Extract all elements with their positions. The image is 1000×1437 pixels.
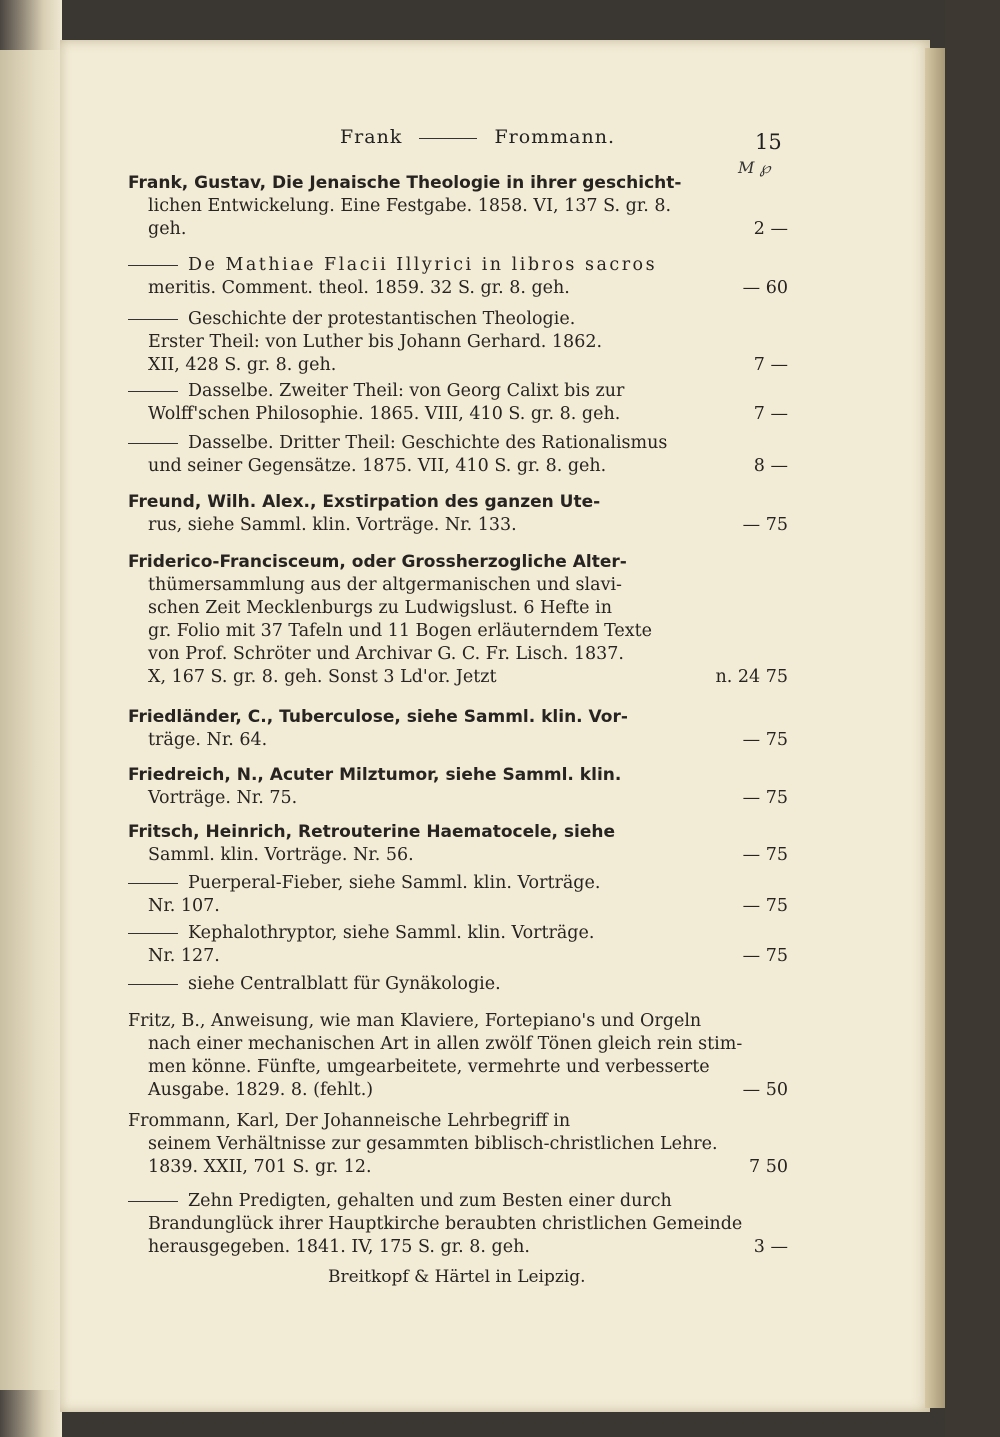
entry-line-text: herausgegeben. 1841. IV, 175 S. gr. 8. geh. bbox=[148, 1237, 530, 1257]
entry-line bbox=[128, 172, 788, 195]
entry-line-text: seinem Verhältnisse zur gesammten biblisch-christlichen Lehre. bbox=[148, 1134, 718, 1154]
entry-predigten bbox=[128, 1190, 788, 1259]
entry-line bbox=[128, 1056, 788, 1079]
entry-line-text: Fritsch, Heinrich, Retrouterine Haematocele, siehe bbox=[128, 822, 615, 842]
entry-line bbox=[128, 491, 788, 514]
entry-line-text: Dasselbe. Dritter Theil: Geschichte des Rationalismus bbox=[188, 433, 668, 453]
entry-line-text: Zehn Predigten, gehalten und zum Besten einer durch bbox=[188, 1191, 672, 1211]
entry-line bbox=[128, 1190, 788, 1213]
ditto-dash bbox=[128, 1201, 178, 1202]
entry-line bbox=[128, 973, 788, 996]
ditto-dash bbox=[128, 443, 178, 444]
entry-line bbox=[128, 872, 788, 895]
entry-fritsch bbox=[128, 821, 788, 867]
entry-puerperal bbox=[128, 872, 788, 918]
entry-line-text: Fritz, B., Anweisung, wie man Klaviere, Fortepiano's und Orgeln bbox=[128, 1011, 702, 1031]
price: — 75 bbox=[742, 788, 788, 808]
entry-flacii bbox=[128, 254, 788, 300]
entry-line bbox=[128, 764, 788, 787]
entry-line bbox=[128, 620, 788, 643]
entry-line bbox=[128, 1213, 788, 1236]
ditto-dash bbox=[128, 933, 178, 934]
entry-line bbox=[128, 455, 788, 478]
publisher-footer: Breitkopf & Härtel in Leipzig. bbox=[328, 1267, 586, 1287]
price: n. 24 75 bbox=[715, 667, 788, 687]
entry-line-text: Kephalothryptor, siehe Samml. klin. Vorträge. bbox=[188, 923, 595, 943]
entry-line-text: Nr. 127. bbox=[148, 946, 220, 966]
entry-line-text: schen Zeit Mecklenburgs zu Ludwigslust. 6 Hefte in bbox=[148, 598, 612, 618]
entry-line bbox=[128, 195, 788, 218]
header-right: Frommann. bbox=[494, 126, 616, 148]
price: 2 — bbox=[753, 219, 788, 239]
price: 3 — bbox=[753, 1237, 788, 1257]
entry-line-text: rus, siehe Samml. klin. Vorträge. Nr. 133. bbox=[148, 515, 517, 535]
entry-line bbox=[128, 331, 788, 354]
entry-line bbox=[128, 643, 788, 666]
entry-line bbox=[128, 1079, 788, 1102]
entry-line-text: träge. Nr. 64. bbox=[148, 730, 268, 750]
ditto-dash bbox=[128, 883, 178, 884]
entry-line bbox=[128, 597, 788, 620]
entry-line-text: Vorträge. Nr. 75. bbox=[148, 788, 298, 808]
entry-line bbox=[128, 403, 788, 426]
ditto-dash bbox=[128, 984, 178, 985]
running-header bbox=[340, 126, 615, 148]
price: — 75 bbox=[742, 845, 788, 865]
entry-line-text: nach einer mechanischen Art in allen zwölf Tönen gleich rein stim- bbox=[148, 1034, 743, 1054]
entry-line bbox=[128, 218, 788, 241]
entry-line bbox=[128, 706, 788, 729]
entry-line bbox=[128, 1236, 788, 1259]
entry-line-text: De Mathiae Flacii Illyrici in libros sacros bbox=[188, 255, 658, 275]
background bbox=[945, 0, 1000, 1437]
entry-line-text: gr. Folio mit 37 Tafeln und 11 Bogen erläuterndem Texte bbox=[148, 621, 653, 641]
entry-line bbox=[128, 380, 788, 403]
entry-line bbox=[128, 1110, 788, 1133]
entry-centralblatt bbox=[128, 973, 788, 996]
entry-line-text: Samml. klin. Vorträge. Nr. 56. bbox=[148, 845, 414, 865]
ditto-dash bbox=[128, 265, 178, 266]
price: 7 — bbox=[753, 355, 788, 375]
entry-line-text: von Prof. Schröter und Archivar G. C. Fr. Lisch. 1837. bbox=[148, 644, 624, 664]
entry-line-text: Dasselbe. Zweiter Theil: von Georg Calixt bis zur bbox=[188, 381, 625, 401]
entry-line bbox=[128, 945, 788, 968]
entry-line-text: Nr. 107. bbox=[148, 896, 220, 916]
entry-line bbox=[128, 844, 788, 867]
entry-line bbox=[128, 354, 788, 377]
entry-line bbox=[128, 1010, 788, 1033]
entry-line-text: Friedländer, C., Tuberculose, siehe Samml. klin. Vor- bbox=[128, 707, 628, 727]
entry-freund bbox=[128, 491, 788, 537]
price: — 75 bbox=[742, 730, 788, 750]
entry-line-text: meritis. Comment. theol. 1859. 32 S. gr. 8. geh. bbox=[148, 278, 570, 298]
entry-line-text: Ausgabe. 1829. 8. (fehlt.) bbox=[148, 1080, 374, 1100]
entry-line bbox=[128, 277, 788, 300]
entry-friedlaender bbox=[128, 706, 788, 752]
entry-line bbox=[128, 308, 788, 331]
page-edge bbox=[925, 48, 945, 1408]
entry-line bbox=[128, 1156, 788, 1179]
entry-line-text: Puerperal-Fieber, siehe Samml. klin. Vorträge. bbox=[188, 873, 601, 893]
entry-friedreich bbox=[128, 764, 788, 810]
price: — 60 bbox=[742, 278, 788, 298]
entry-line-text: lichen Entwickelung. Eine Festgabe. 1858. VI, 137 S. gr. 8. bbox=[148, 196, 672, 216]
entry-line bbox=[128, 574, 788, 597]
ditto-dash bbox=[128, 319, 178, 320]
entry-line bbox=[128, 666, 788, 689]
entry-line bbox=[128, 551, 788, 574]
entry-line-text: und seiner Gegensätze. 1875. VII, 410 S. gr. 8. geh. bbox=[148, 456, 607, 476]
entry-line-text: men könne. Fünfte, umgearbeitete, vermehrte und verbesserte bbox=[148, 1057, 710, 1077]
header-left: Frank bbox=[340, 126, 403, 148]
entry-line bbox=[128, 787, 788, 810]
price: 7 — bbox=[753, 404, 788, 424]
entry-line-text: Friedreich, N., Acuter Milztumor, siehe Samml. klin. bbox=[128, 765, 622, 785]
price: — 75 bbox=[742, 515, 788, 535]
entry-line-text: X, 167 S. gr. 8. geh. Sonst 3 Ld'or. Jetzt bbox=[148, 667, 497, 687]
entry-line bbox=[128, 1133, 788, 1156]
entry-line bbox=[128, 514, 788, 537]
entry-line bbox=[128, 1033, 788, 1056]
price: 7 50 bbox=[749, 1157, 788, 1177]
entry-geschichte-3 bbox=[128, 432, 788, 478]
entry-frank-jenaische bbox=[128, 172, 788, 241]
entry-line bbox=[128, 254, 788, 277]
entry-line bbox=[128, 895, 788, 918]
entry-line-text: thümersammlung aus der altgermanischen und slavi- bbox=[148, 575, 622, 595]
entry-frommann bbox=[128, 1110, 788, 1179]
entry-line-text: siehe Centralblatt für Gynäkologie. bbox=[188, 974, 501, 994]
entry-line-text: Frommann, Karl, Der Johanneische Lehrbegriff in bbox=[128, 1111, 571, 1131]
entry-line bbox=[128, 729, 788, 752]
entry-line-text: XII, 428 S. gr. 8. geh. bbox=[148, 355, 337, 375]
entry-line-text: Erster Theil: von Luther bis Johann Gerhard. 1862. bbox=[148, 332, 603, 352]
entry-line-text: Friderico-Francisceum, oder Grossherzogliche Alter- bbox=[128, 552, 627, 572]
entry-line bbox=[128, 922, 788, 945]
entry-line-text: Geschichte der protestantischen Theologie. bbox=[188, 309, 576, 329]
entry-line-text: geh. bbox=[148, 219, 187, 239]
entry-friderico-francisceum bbox=[128, 551, 788, 689]
entry-fritz bbox=[128, 1010, 788, 1102]
price: — 75 bbox=[742, 896, 788, 916]
entry-line-text: Freund, Wilh. Alex., Exstirpation des ganzen Ute- bbox=[128, 492, 601, 512]
entry-line-text: Brandunglück ihrer Hauptkirche beraubten christlichen Gemeinde bbox=[148, 1214, 743, 1234]
entry-line bbox=[128, 821, 788, 844]
page-number: 15 bbox=[755, 130, 782, 154]
entry-line-text: 1839. XXII, 701 S. gr. 12. bbox=[148, 1157, 372, 1177]
price: — 75 bbox=[742, 946, 788, 966]
price: — 50 bbox=[742, 1080, 788, 1100]
left-page-edge bbox=[0, 50, 62, 1390]
entry-line-text: Wolff'schen Philosophie. 1865. VIII, 410 S. gr. 8. geh. bbox=[148, 404, 621, 424]
entry-kephalothryptor bbox=[128, 922, 788, 968]
price: 8 — bbox=[753, 456, 788, 476]
entry-geschichte-2 bbox=[128, 380, 788, 426]
entry-geschichte-1 bbox=[128, 308, 788, 377]
currency-label: M ℘ bbox=[738, 158, 771, 177]
entry-line bbox=[128, 432, 788, 455]
entry-line-text: Frank, Gustav, Die Jenaische Theologie in ihrer geschicht- bbox=[128, 173, 682, 193]
header-dash bbox=[419, 138, 477, 139]
ditto-dash bbox=[128, 391, 178, 392]
